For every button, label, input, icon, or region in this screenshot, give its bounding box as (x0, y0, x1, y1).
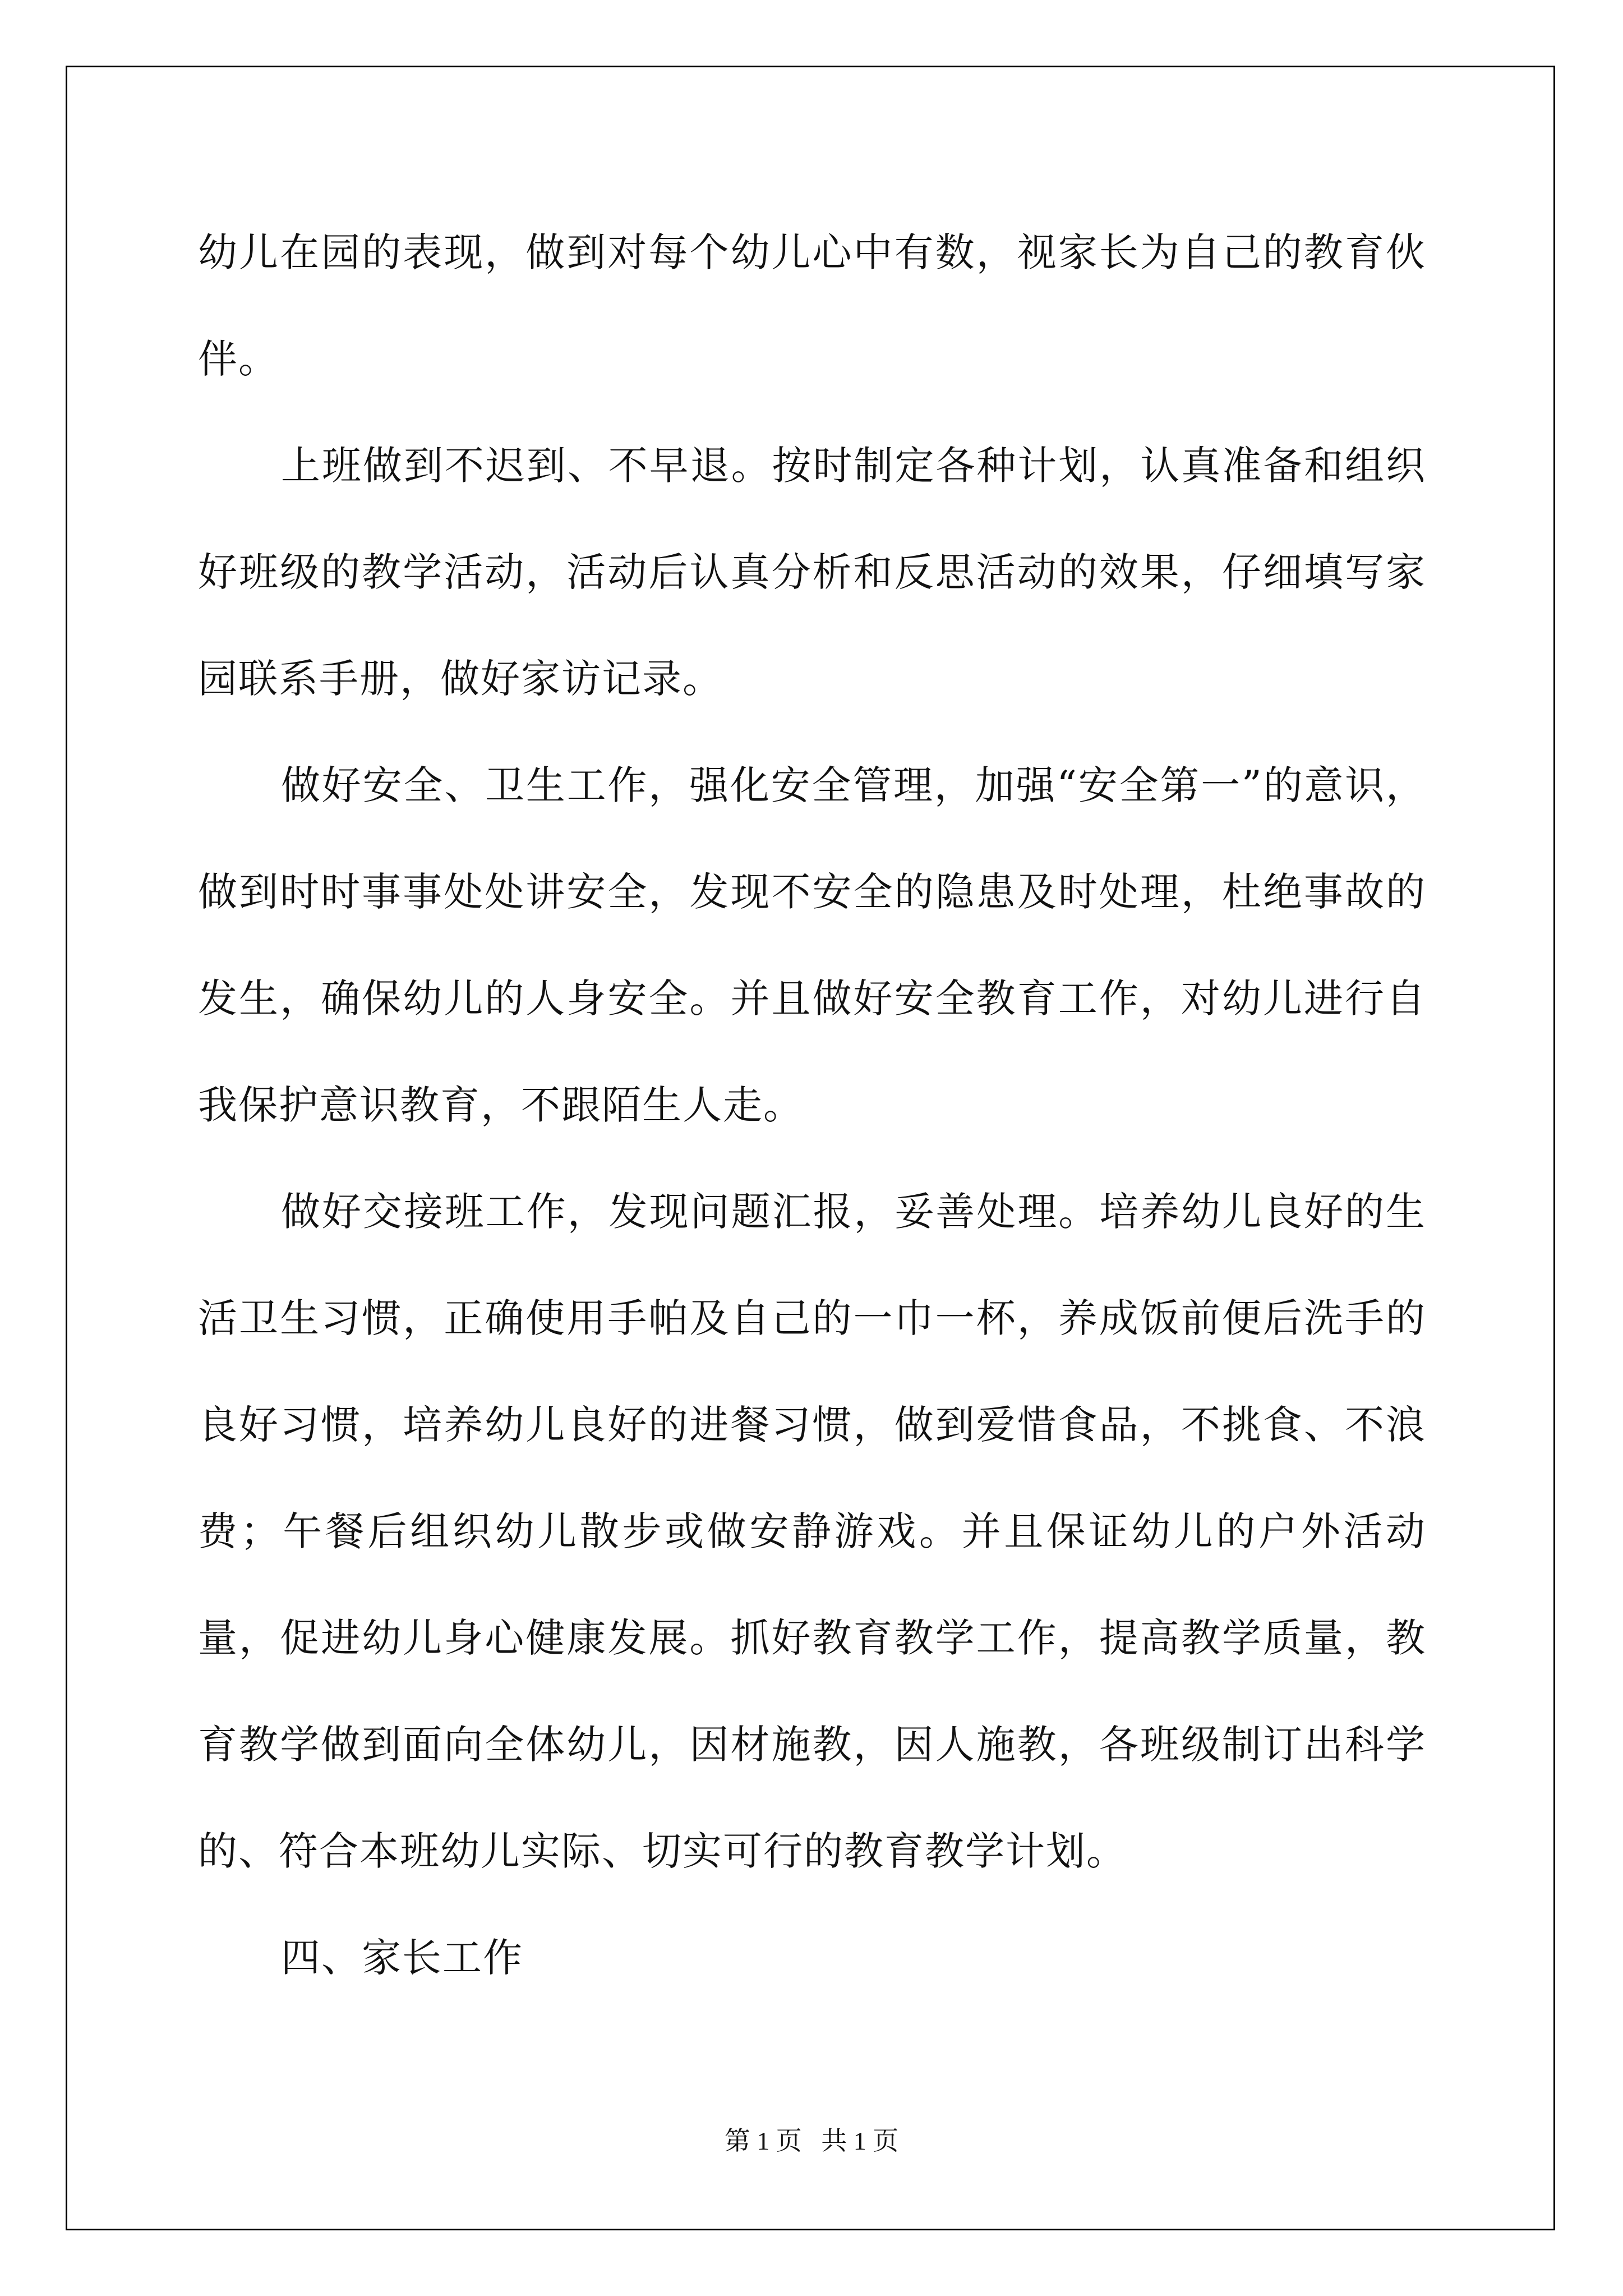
paragraph-3: 做好安全、卫生工作，强化安全管理，加强“安全第一”的意识，做到时时事事处处讲安全，发现不安全的隐患及时处理，杜绝事故的发生，确保幼儿的人身安全。并且做好安全教育工作，对幼儿进行自我保护意识教育，不跟陌生人走。 (198, 762, 1426, 1128)
document-body (198, 199, 1426, 2011)
page-footer (0, 2120, 1623, 2157)
page-total: 共 1 页 (821, 2127, 899, 2155)
paragraph-4: 做好交接班工作，发现问题汇报，妥善处理。培养幼儿良好的生活卫生习惯，正确使用手帕及自己的一巾一杯，养成饭前便后洗手的良好习惯，培养幼儿良好的进餐习惯，做到爱惜食品，不挑食、不浪费；午餐后组织幼儿散步或做安静游戏。并且保证幼儿的户外活动量，促进幼儿身心健康发展。抓好教育教学工作，提高教学质量，教育教学做到面向全体幼儿，因材施教，因人施教，各班级制订出科学的、符合本班幼儿实际、切实可行的教育教学计划。 (198, 1189, 1426, 1874)
paragraph-1: 幼儿在园的表现，做到对每个幼儿心中有数，视家长为自己的教育伙伴。 (198, 229, 1426, 382)
section-heading: 四、家长工作 (281, 1935, 523, 1981)
page-number: 第 1 页 (724, 2127, 802, 2155)
paragraph-2: 上班做到不迟到、不早退。按时制定各种计划，认真准备和组织好班级的教学活动，活动后认真分析和反思活动的效果，仔细填写家园联系手册，做好家访记录。 (198, 443, 1426, 702)
